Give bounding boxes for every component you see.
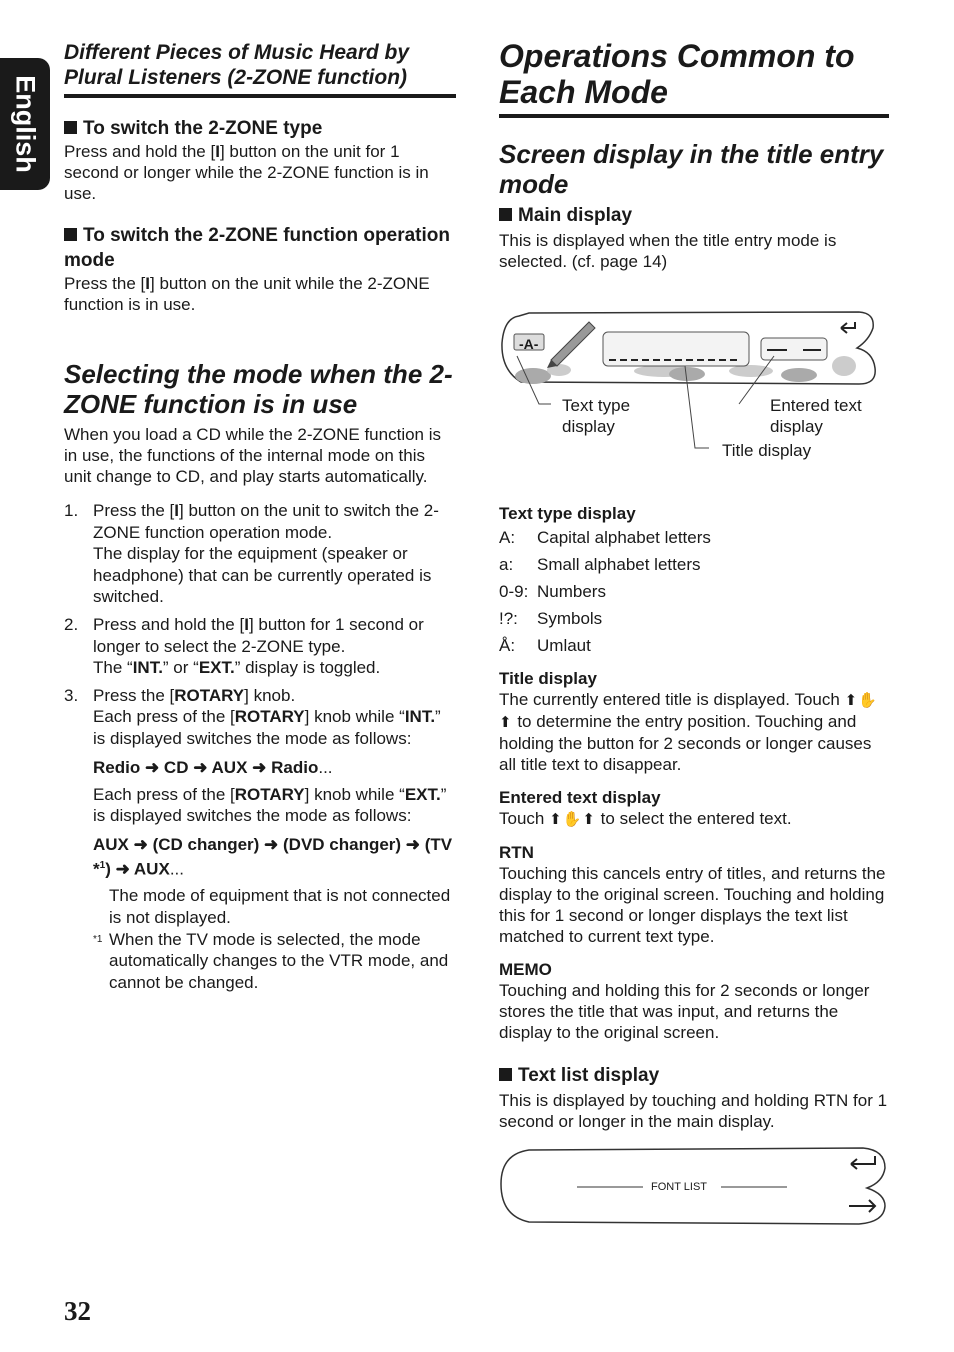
memo-heading: MEMO (499, 960, 552, 979)
section1-title: Different Pieces of Music Heard by Plural Listeners (2-ZONE function) (64, 41, 410, 89)
subsection-title: Screen display in the title entry mode (499, 139, 884, 199)
text-list-body: This is displayed by touching and holding RTN for 1 second or longer in the main display. (499, 1091, 888, 1131)
main-section-header (499, 38, 889, 118)
memo-body: Touching and holding this for 2 seconds or longer stores the title that was input, and returns the display to the original screen. (499, 981, 870, 1042)
cursor-arrows-icon: ⬆✋⬆ (549, 811, 596, 828)
square-bullet-icon (499, 208, 512, 221)
mode-sequence-int: Redio ➜ CD ➜ AUX ➜ Radio... (93, 757, 333, 777)
right-column-details (499, 503, 891, 1132)
text-type-row: Å: Umlaut (499, 636, 591, 655)
text-list-heading: Text list display (499, 1063, 891, 1088)
page-number: 32 (64, 1296, 91, 1326)
left-column (64, 40, 456, 993)
switch-type-heading: To switch the 2-ZONE type (64, 116, 456, 141)
text-list-diagram (499, 1144, 891, 1228)
title-display-heading: Title display (499, 669, 597, 688)
title-display-body: The currently entered title is displayed. Touch ⬆✋⬆ to determine the entry position. Touching and holding the button for 2 seconds or longer causes all title text to disappear. (499, 690, 878, 774)
right-column (499, 38, 891, 272)
font-list-caption: FONT LIST (651, 1181, 708, 1193)
label-entered-text: Entered text display (770, 396, 862, 436)
label-title-display: Title display (722, 441, 812, 460)
rtn-heading: RTN (499, 843, 534, 862)
not-connected-note: The mode of equipment that is not connected is not displayed. (109, 886, 451, 927)
switch-type-block (64, 116, 456, 204)
rtn-body: Touching this cancels entry of titles, and returns the display to the original screen. Touching and holding this for 1 second or longer displays the text list matched to current text type. (499, 864, 886, 946)
switch-mode-body: Press the [I] button on the unit while the 2-ZONE function is in use. (64, 274, 430, 314)
square-bullet-icon (64, 121, 77, 134)
step-2: 2. Press and hold the [I] button for 1 second or longer to select the 2-ZONE type. The “INT.” or “EXT.” display is toggled. (64, 614, 424, 678)
switch-type-body: Press and hold the [I] button on the unit for 1 second or longer while the 2-ZONE function is in use. (64, 142, 429, 203)
switch-mode-heading: To switch the 2-ZONE function operation mode (64, 225, 450, 271)
label-text-type: Text type display (562, 396, 631, 436)
main-display-diagram (499, 308, 891, 478)
main-display-body: This is displayed when the title entry mode is selected. (cf. page 14) (499, 231, 837, 271)
language-tab: English (0, 58, 50, 190)
text-type-heading: Text type display (499, 504, 636, 523)
section1-header (64, 40, 456, 98)
text-type-row: A: Capital alphabet letters (499, 528, 711, 547)
text-type-badge: -A- (519, 336, 539, 352)
entered-text-heading: Entered text display (499, 788, 661, 807)
section2-title: Selecting the mode when the 2-ZONE function is in use (64, 359, 453, 419)
square-bullet-icon (499, 1068, 512, 1081)
text-type-row: a: Small alphabet letters (499, 555, 701, 574)
section2-intro: When you load a CD while the 2-ZONE function is in use, the functions of the internal mode on this unit change to CD, and play starts automatically. (64, 425, 442, 486)
step-1: 1. Press the [I] button on the unit to switch the 2-ZONE function operation mode. The display for the equipment (speaker or headphone) that can be currently operated is switched. (64, 501, 439, 607)
cursor-arrows-icon: ⬆✋⬆ (499, 692, 878, 731)
step-3: 3. Press the [ROTARY] knob. Each press of the [ROTARY] knob while “INT.” is displayed switches the mode as follows: Redio ➜ CD ➜ AUX ➜ Radio... Each press of the [ROTARY] knob while “EXT.” is displayed switches the mode as follows: AUX ➜ (CD changer) ➜ (DVD changer) ➜ (TV *$^1$) ➜ AUX... The mode of equipment that is not connected is not displayed. *1 When the TV mode is selected, the mode automatically changes to the VTR mode, and cannot be changed. (64, 685, 456, 994)
mode-sequence-ext: AUX ➜ (CD changer) ➜ (DVD changer) ➜ (TV *$^1$) ➜ AUX... (93, 834, 453, 879)
text-type-row: 0-9: Numbers (499, 582, 606, 601)
footnote: *1 When the TV mode is selected, the mode automatically changes to the VTR mode, and cannot be changed. (93, 929, 449, 992)
steps-list (64, 500, 456, 993)
main-display-heading: Main display (499, 203, 891, 228)
entered-text-body: Touch ⬆✋⬆ to select the entered text. (499, 809, 792, 828)
step-3-ext-text: Each press of the [ROTARY] knob while “EXT.” is displayed switches the mode as follows: (93, 784, 447, 826)
text-type-row: !?: Symbols (499, 609, 603, 628)
text-type-list (499, 524, 891, 659)
switch-mode-block (64, 223, 456, 315)
square-bullet-icon (64, 228, 77, 241)
main-section-title: Operations Common to Each Mode (499, 38, 855, 110)
